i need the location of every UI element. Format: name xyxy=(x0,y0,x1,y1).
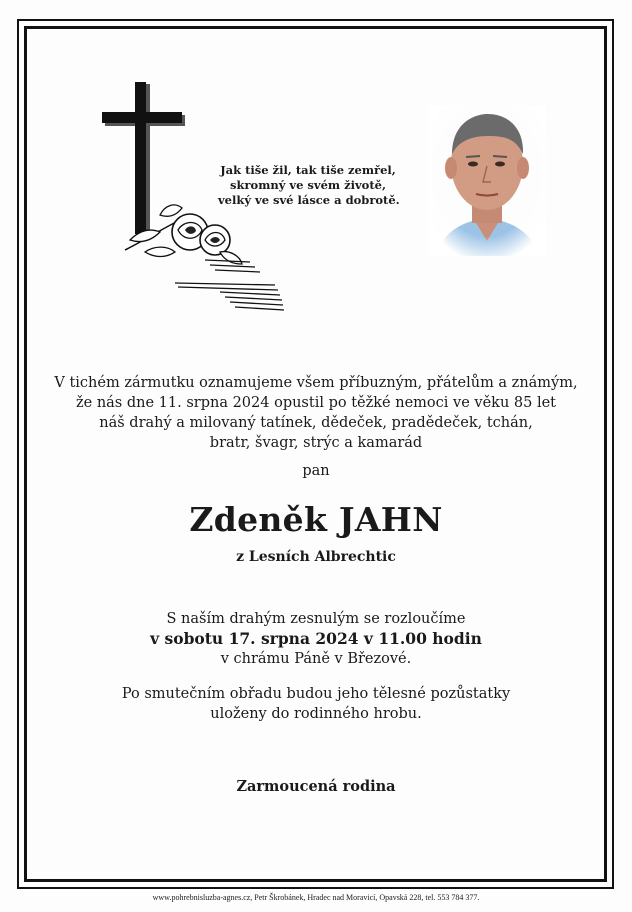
portrait-photo xyxy=(428,106,546,256)
burial-line: Po smutečním obřadu budou jeho tělesné pozůstatky xyxy=(121,686,511,702)
burial-line: uloženy do rodinného hrobu. xyxy=(210,706,422,722)
signature: Zarmoucená rodina xyxy=(236,778,396,795)
deceased-name: Zdeněk JAHN xyxy=(189,500,443,539)
announcement-line: bratr, švagr, strýc a kamarád xyxy=(209,435,423,451)
announcement-line: že nás dne 11. srpna 2024 opustil po těžké nemoci ve věku 85 let xyxy=(75,395,556,411)
funeral-intro: S naším drahým zesnulým se rozloučíme xyxy=(166,611,466,627)
funeral-details xyxy=(30,609,602,669)
quote-line: skromný ve svém životě, xyxy=(230,178,386,192)
funeral-place: v chrámu Páně v Březové. xyxy=(220,651,412,667)
deceased-origin: z Lesních Albrechtic xyxy=(236,549,396,565)
announcement-text xyxy=(30,373,602,453)
funeral-service-footer: www.pohrebnisluzba-agnes.cz, Petr Škrobánek, Hradec nad Moravicí, Opavská 228, tel. 553 784 377. xyxy=(152,893,480,902)
announcement-line: náš drahý a milovaný tatínek, dědeček, pradědeček, tchán, xyxy=(99,415,533,431)
announcement-line: V tichém zármutku oznamujeme všem příbuzným, přátelům a známým, xyxy=(54,375,578,391)
memorial-quote xyxy=(218,163,398,208)
quote-line: Jak tiše žil, tak tiše zemřel, xyxy=(220,163,396,177)
burial-details xyxy=(30,684,602,724)
salutation: pan xyxy=(302,463,330,479)
quote-line: velký ve své lásce a dobrotě. xyxy=(218,193,400,207)
funeral-datetime: v sobotu 17. srpna 2024 v 11.00 hodin xyxy=(150,629,482,648)
